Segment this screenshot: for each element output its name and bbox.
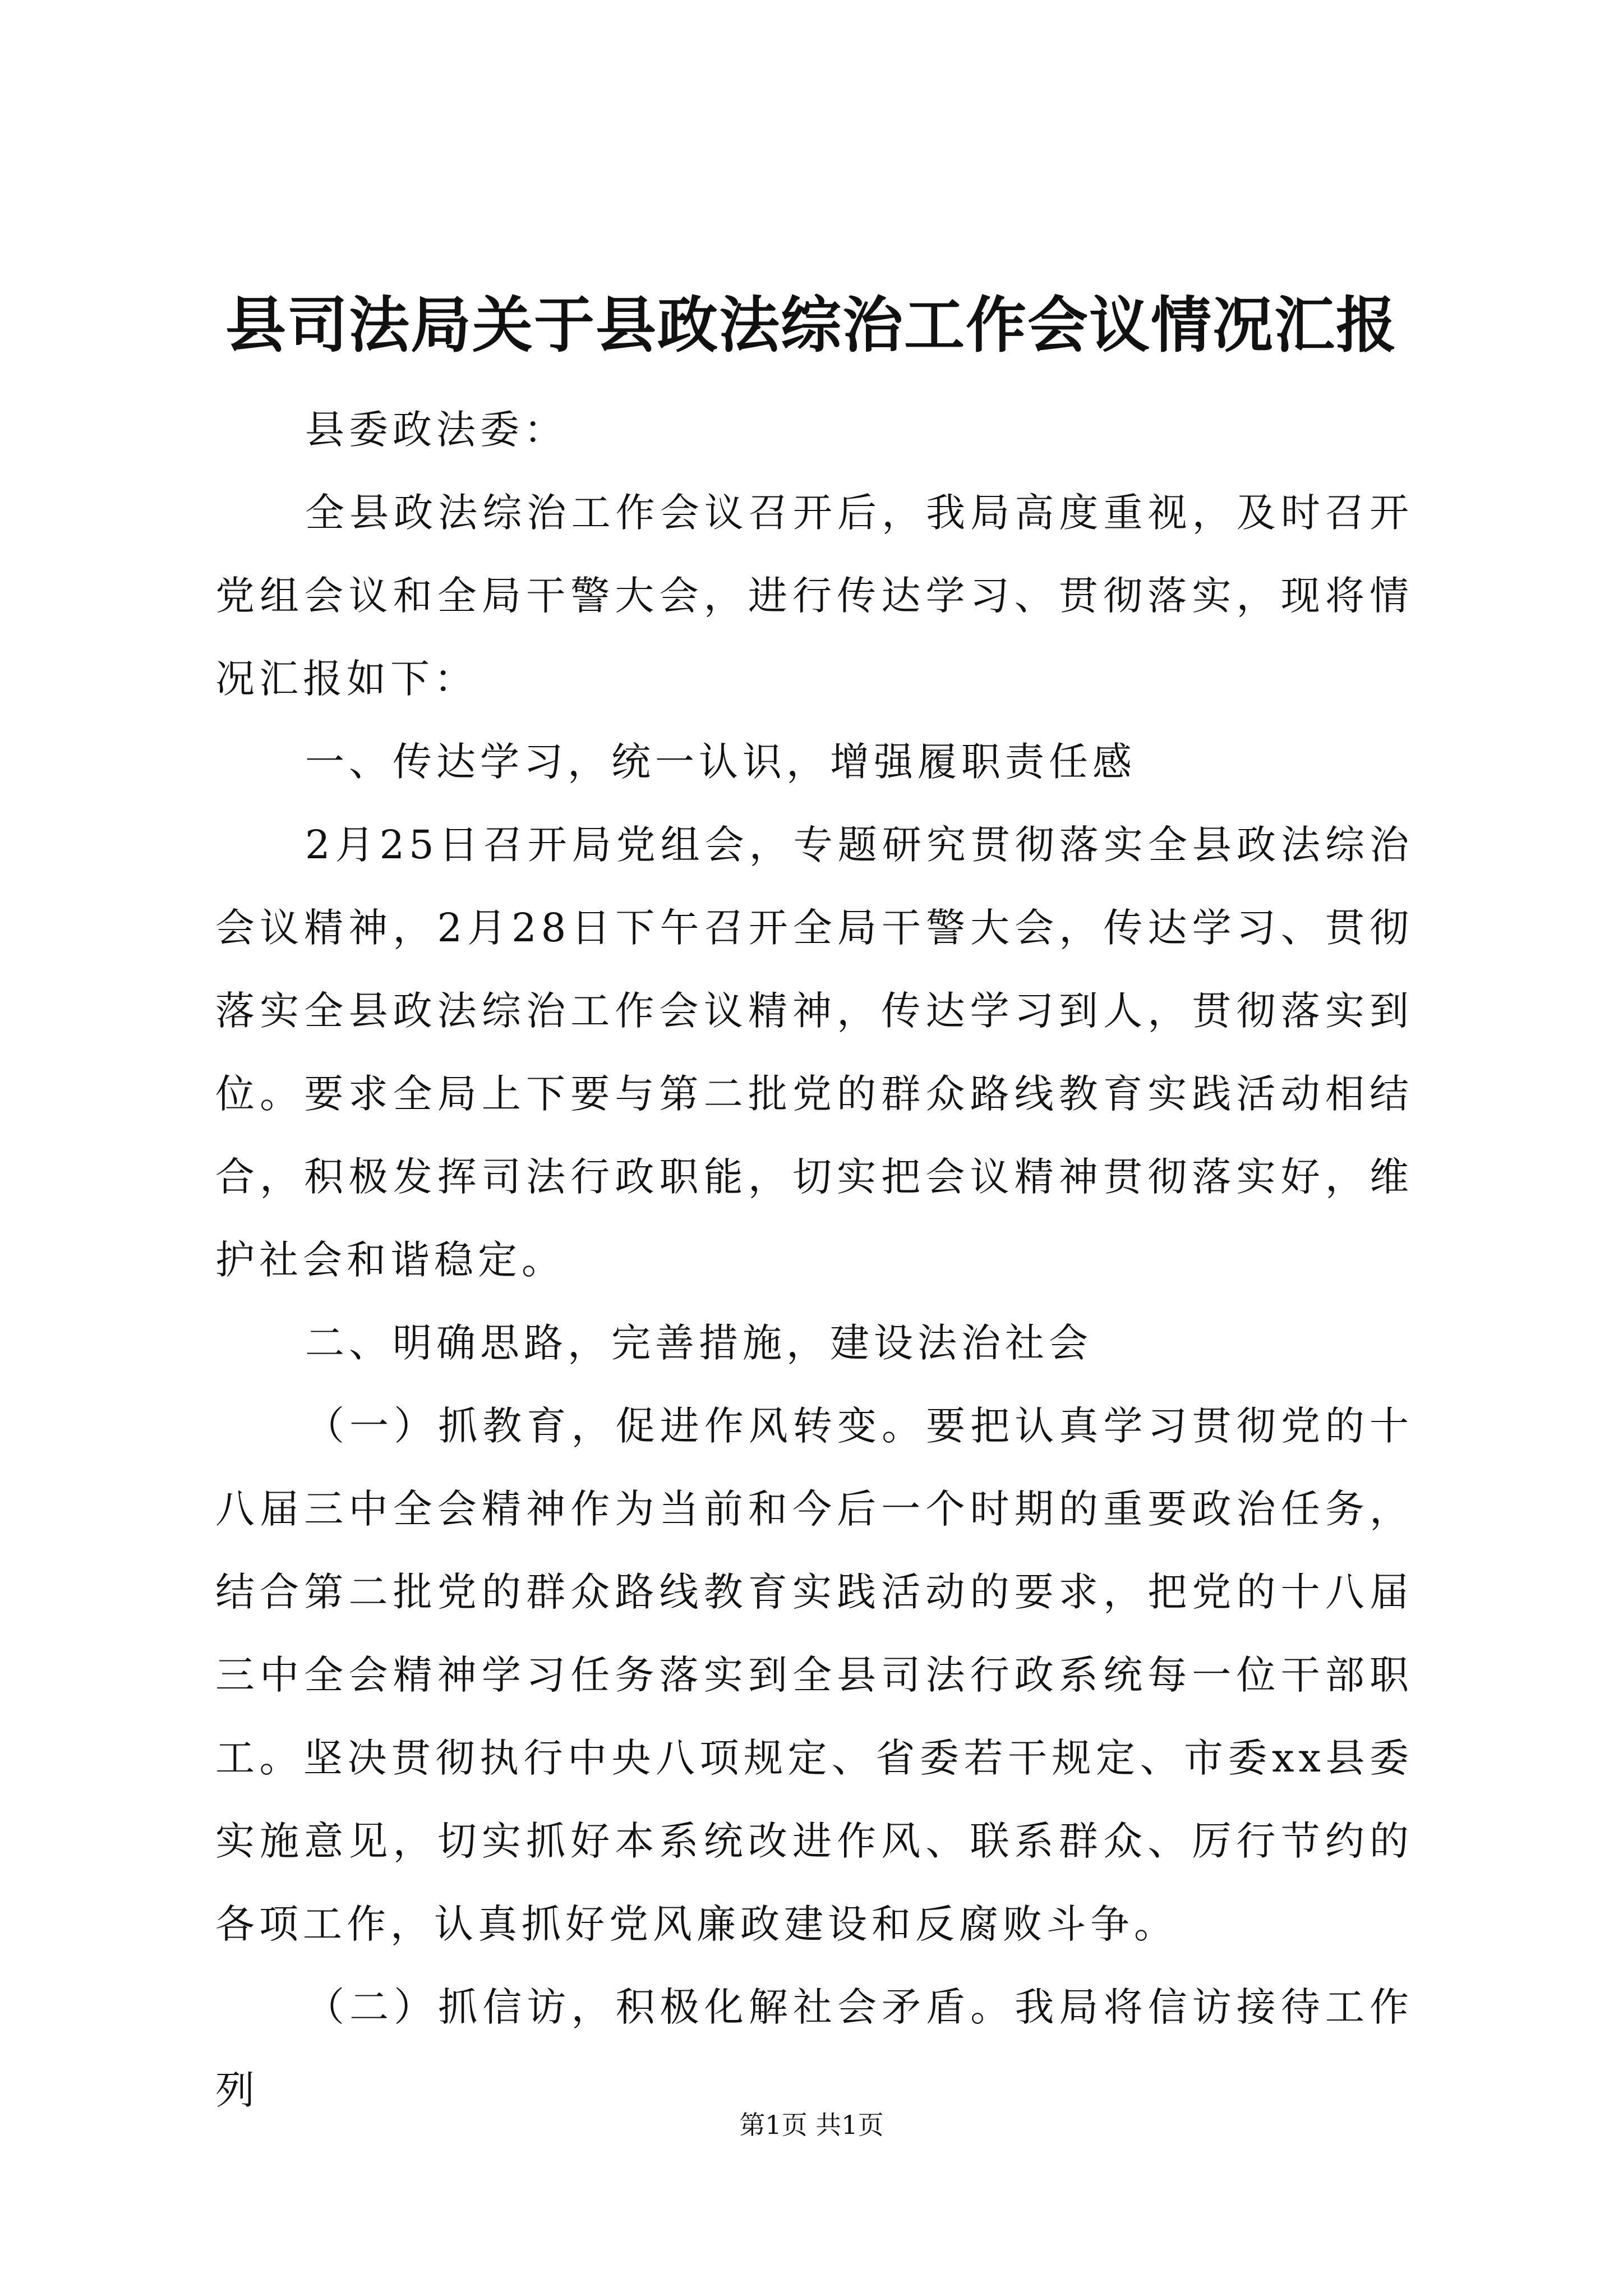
paragraph-item-1: （一）抓教育，促进作风转变。要把认真学习贯彻党的十八届三中全会精神作为当前和今后一个时期的重要政治任务，结合第二批党的群众路线教育实践活动的要求，把党的十八届三中全会精神学习任务落实到全县司法行政系统每一位干部职工。坚决贯彻执行中央八项规定、省委若干规定、市委xx县委实施意见，切实抓好本系统改进作风、联系群众、厉行节约的各项工作，认真抓好党风廉政建设和反腐败斗争。	[215, 1403, 1413, 1947]
document-title: 县司法局关于县政法综治工作会议情况汇报	[225, 290, 1398, 361]
section-heading-2: 二、明确思路，完善措施，建设法治社会	[305, 1320, 1092, 1366]
document-body	[215, 388, 1413, 2132]
paragraph-intro: 全县政法综治工作会议召开后，我局高度重视，及时召开党组会议和全局干警大会，进行传达学习、贯彻落实，现将情况汇报如下：	[215, 490, 1413, 702]
salutation: 县委政法委：	[305, 407, 568, 453]
paragraph-section-1: 2月25日召开局党组会，专题研究贯彻落实全县政法综治会议精神，2月28日下午召开全局干警大会，传达学习、贯彻落实全县政法综治工作会议精神，传达学习到人，贯彻落实到位。要求全局上下要与第二批党的群众路线教育实践活动相结合，积极发挥司法行政职能，切实把会议精神贯彻落实好，维护社会和谐稳定。	[215, 822, 1413, 1283]
page-footer: 第1页 共1页	[739, 2110, 884, 2140]
section-heading-1: 一、传达学习，统一认识，增强履职责任感	[305, 739, 1136, 785]
paragraph-item-2: （二）抓信访，积极化解社会矛盾。我局将信访接待工作列	[215, 1984, 1413, 2113]
